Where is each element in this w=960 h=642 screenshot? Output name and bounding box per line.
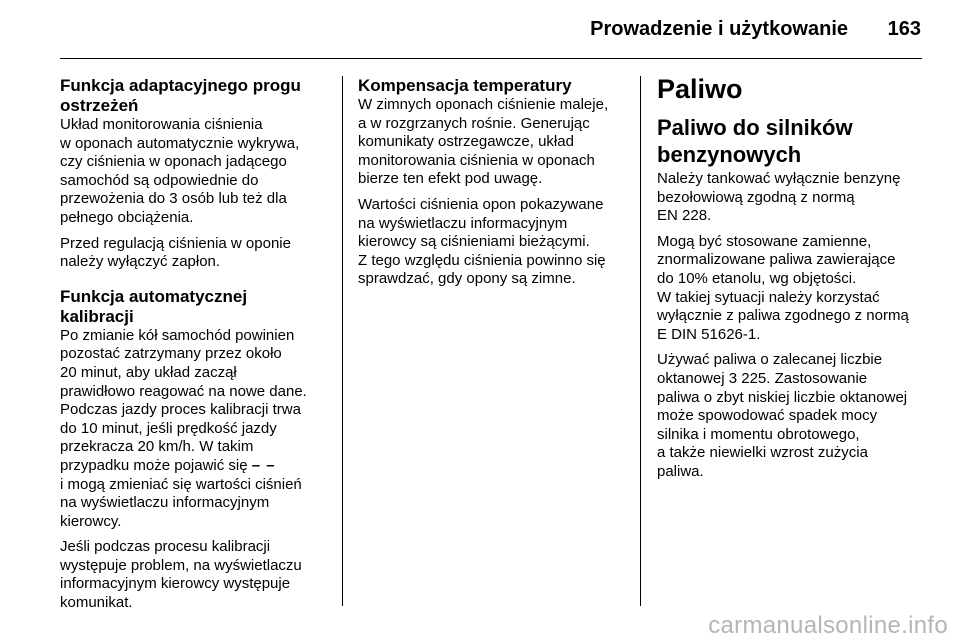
section-heading-adaptive-threshold: Funkcja adaptacyjnego progu ostrzeżeń xyxy=(60,76,301,115)
paragraph-temperature-1: W zimnych oponach ciśnienie maleje, a w rozgrzanych rośnie. Generując komunikaty ostrzegawcze, układ monitorowania ciśnienia w oponach bierze ten efekt pod uwagę. xyxy=(358,96,609,188)
watermark: carmanualsonline.info xyxy=(708,612,948,639)
paragraph-adaptive-1: Układ monitorowania ciśnienia w oponach automatycznie wykrywa, czy ciśnienia w oponach jadącego samochód są odpowiednie do przewożenia do 3 osób lub też dla pełnego obciążenia. xyxy=(60,116,300,226)
section-heading-petrol: Paliwo do silników benzynowych xyxy=(657,115,853,167)
column-divider-1 xyxy=(342,76,343,606)
page-header xyxy=(0,0,960,56)
paragraph-fuel-1: Należy tankować wyłącznie benzynę bezołowiową zgodną z normą EN 228. xyxy=(657,170,901,225)
paragraph-calibration-2: Jeśli podczas procesu kalibracji występuje problem, na wyświetlaczu informacyjnym kierowcy występuje komunikat. xyxy=(60,538,302,612)
page-reference-arrow-icon[interactable]: 3 xyxy=(728,369,738,387)
paragraph-calibration-1: Po zmianie kół samochód powinien pozostać zatrzymany przez około 20 minut, aby układ zaczął prawidłowo reagować na nowe dane. Podczas jazdy proces kalibracji trwa do 10 minut, jeśli prędkość jazdy przekracza 20 km/h. W takim przypadku może pojawić się – – i mogą zmieniać się wartości ciśnień na wyświetlaczu informacyjnym kierowcy. xyxy=(60,326,307,530)
header-title: Prowadzenie i użytkowanie xyxy=(590,18,848,40)
column-3 xyxy=(657,76,932,489)
column-divider-2 xyxy=(640,76,641,606)
column-2 xyxy=(358,76,630,296)
dash-display-symbol: – – xyxy=(251,456,276,474)
page-number: 163 xyxy=(887,18,921,40)
header-rule xyxy=(60,58,922,59)
paragraph-fuel-2: Mogą być stosowane zamienne, znormalizowane paliwa zawierające do 10% etanolu, wg objętości. W takiej sytuacji należy korzystać wyłącznie z paliwa zgodnego z normą E DIN 51626-1. xyxy=(657,232,909,343)
chapter-title: Paliwo xyxy=(657,74,743,104)
paragraph-temperature-2: Wartości ciśnienia opon pokazywane na wyświetlaczu informacyjnym kierowcy są ciśnieniami bieżącymi. Z tego względu ciśnienia powinno się sprawdzać, gdy opony są zimne. xyxy=(358,195,606,288)
column-1 xyxy=(60,76,335,620)
paragraph-fuel-3: Używać paliwa o zalecanej liczbie oktanowej 3 225. Zastosowanie paliwa o zbyt niskiej liczbie oktanowej może spowodować spadek mocy silnika i momentu obrotowego, a także niewielki wzrost zużycia paliwa. xyxy=(657,351,908,480)
section-heading-temperature: Kompensacja temperatury xyxy=(358,76,572,95)
section-heading-auto-calibration: Funkcja automatycznej kalibracji xyxy=(60,286,248,326)
paragraph-adaptive-2: Przed regulacją ciśnienia w oponie należy wyłączyć zapłon. xyxy=(60,234,291,271)
